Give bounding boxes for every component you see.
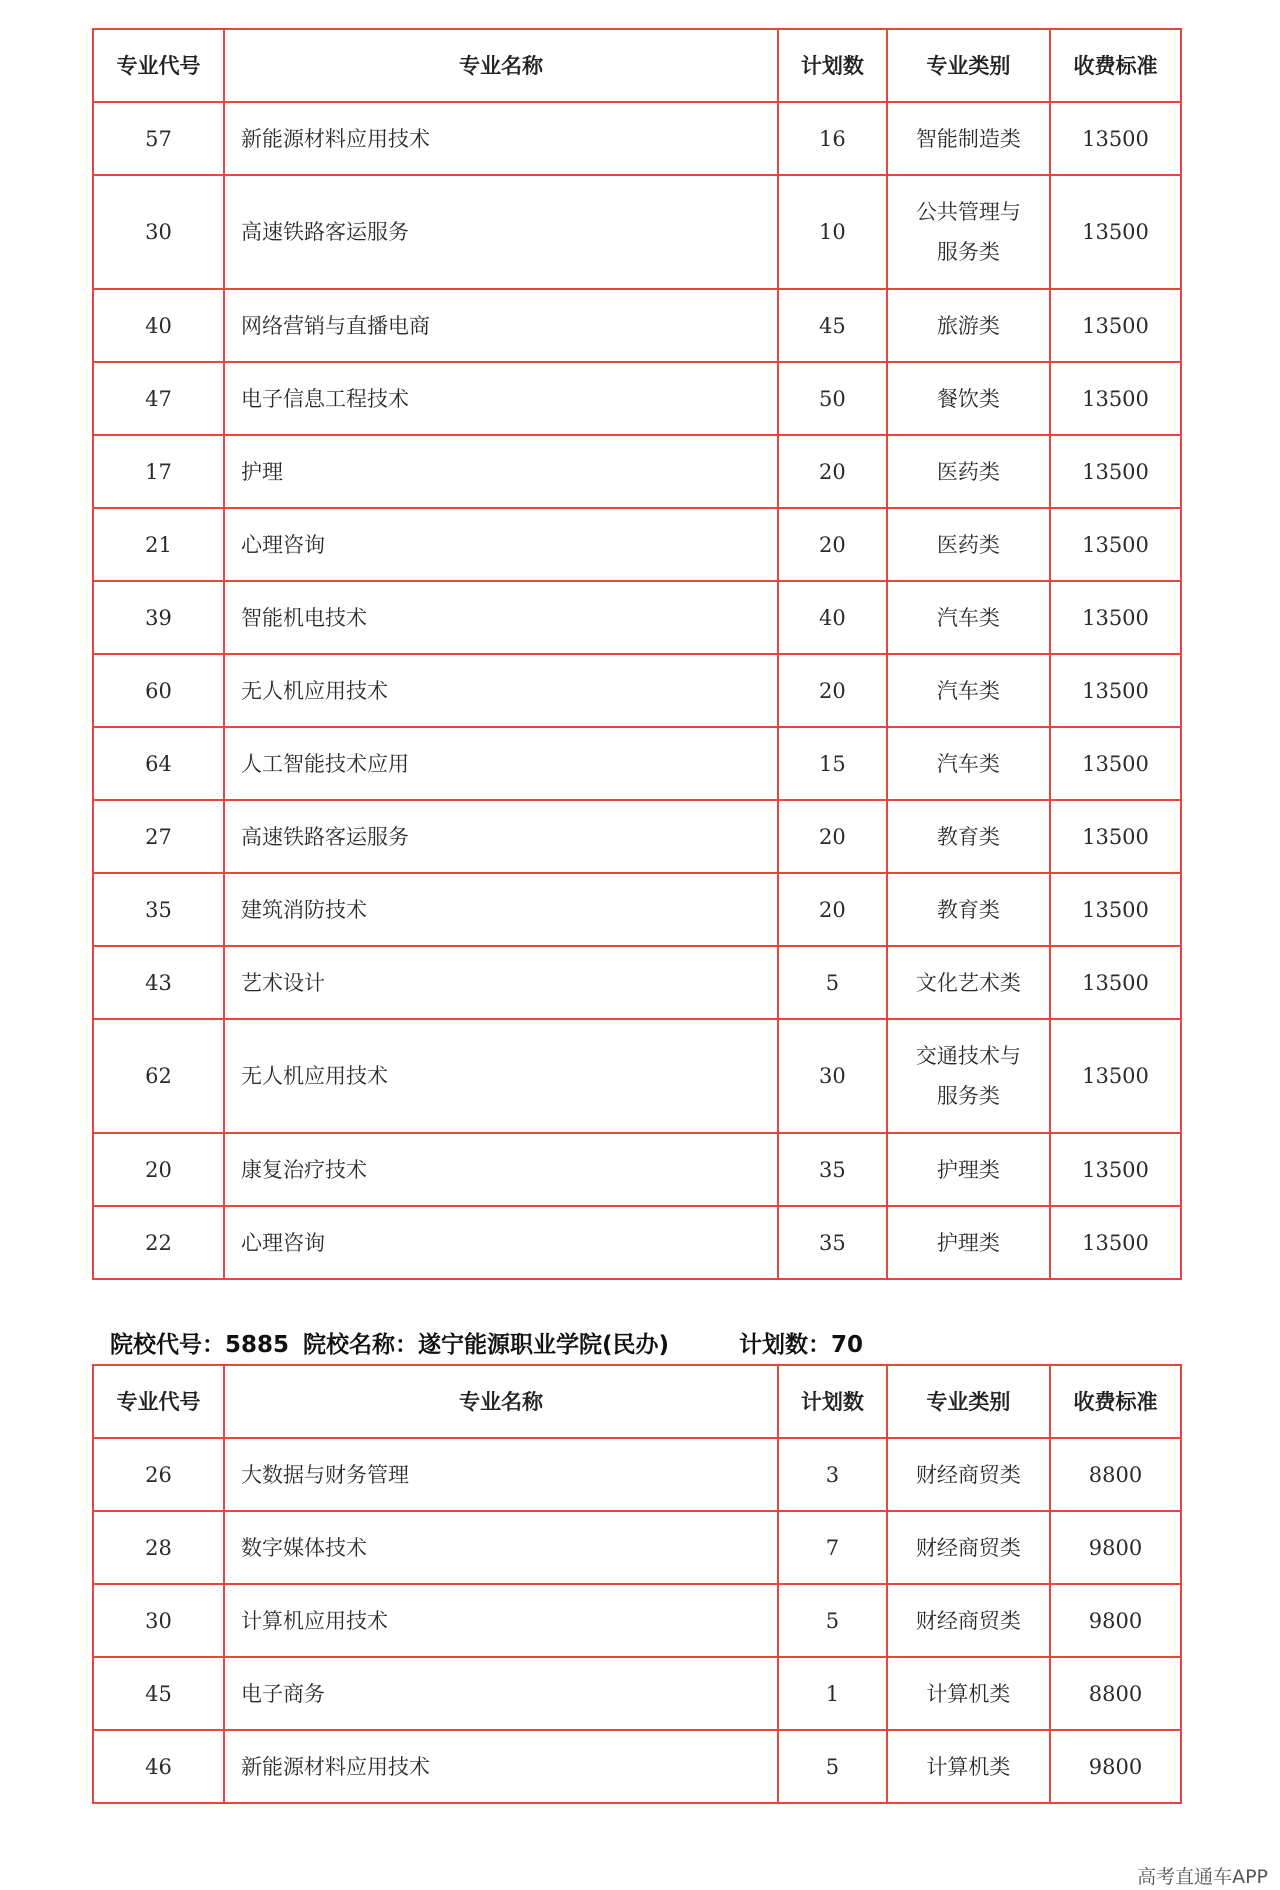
cell-category: 教育类 [887, 873, 1050, 946]
cell-name: 心理咨询 [224, 1206, 778, 1279]
table-row [93, 289, 1181, 362]
cell-name: 高速铁路客运服务 [224, 175, 778, 289]
cell-name: 人工智能技术应用 [224, 727, 778, 800]
cell-name: 大数据与财务管理 [224, 1438, 778, 1511]
school-name: 院校名称：遂宁能源职业学院(民办) [303, 1332, 670, 1358]
cell-code: 28 [93, 1511, 224, 1584]
cell-name: 新能源材料应用技术 [224, 1730, 778, 1803]
cell-name: 心理咨询 [224, 508, 778, 581]
table-row [93, 654, 1181, 727]
cell-code: 27 [93, 800, 224, 873]
cell-category: 教育类 [887, 800, 1050, 873]
cell-category: 计算机类 [887, 1657, 1050, 1730]
cell-fee: 13500 [1050, 435, 1181, 508]
cell-plan: 20 [778, 873, 887, 946]
cell-plan: 50 [778, 362, 887, 435]
cell-fee: 13500 [1050, 800, 1181, 873]
cell-code: 21 [93, 508, 224, 581]
cell-code: 60 [93, 654, 224, 727]
table-header-row [93, 29, 1181, 102]
table-row [93, 800, 1181, 873]
cell-plan: 45 [778, 289, 887, 362]
cell-fee: 13500 [1050, 175, 1181, 289]
cell-category: 交通技术与服务类 [887, 1019, 1050, 1133]
header-category: 专业类别 [887, 1365, 1050, 1438]
header-code: 专业代号 [93, 29, 224, 102]
cell-plan: 35 [778, 1206, 887, 1279]
cell-name: 无人机应用技术 [224, 1019, 778, 1133]
cell-code: 30 [93, 175, 224, 289]
cell-plan: 20 [778, 654, 887, 727]
cell-code: 35 [93, 873, 224, 946]
cell-code: 17 [93, 435, 224, 508]
cell-plan: 15 [778, 727, 887, 800]
cell-category: 护理类 [887, 1206, 1050, 1279]
cell-fee: 13500 [1050, 102, 1181, 175]
cell-fee: 9800 [1050, 1730, 1181, 1803]
cell-name: 建筑消防技术 [224, 873, 778, 946]
cell-code: 20 [93, 1133, 224, 1206]
cell-category: 餐饮类 [887, 362, 1050, 435]
cell-plan: 20 [778, 435, 887, 508]
table-row [93, 1438, 1181, 1511]
cell-plan: 16 [778, 102, 887, 175]
cell-category: 财经商贸类 [887, 1438, 1050, 1511]
cell-plan: 3 [778, 1438, 887, 1511]
cell-plan: 5 [778, 946, 887, 1019]
table-row [93, 1206, 1181, 1279]
cell-code: 26 [93, 1438, 224, 1511]
cell-code: 39 [93, 581, 224, 654]
cell-fee: 9800 [1050, 1584, 1181, 1657]
cell-code: 62 [93, 1019, 224, 1133]
cell-plan: 1 [778, 1657, 887, 1730]
cell-name: 智能机电技术 [224, 581, 778, 654]
cell-category: 汽车类 [887, 727, 1050, 800]
table-row [93, 102, 1181, 175]
cell-plan: 10 [778, 175, 887, 289]
cell-category: 财经商贸类 [887, 1511, 1050, 1584]
cell-plan: 35 [778, 1133, 887, 1206]
cell-plan: 30 [778, 1019, 887, 1133]
cell-category: 医药类 [887, 508, 1050, 581]
cell-code: 47 [93, 362, 224, 435]
cell-fee: 13500 [1050, 581, 1181, 654]
cell-code: 22 [93, 1206, 224, 1279]
header-plan: 计划数 [778, 29, 887, 102]
school-plan-count: 计划数：70 [739, 1332, 864, 1358]
cell-name: 计算机应用技术 [224, 1584, 778, 1657]
cell-fee: 13500 [1050, 654, 1181, 727]
cell-fee: 13500 [1050, 1133, 1181, 1206]
table-row [93, 581, 1181, 654]
header-fee: 收费标准 [1050, 29, 1181, 102]
major-plan-table-2 [92, 1364, 1182, 1804]
cell-fee: 13500 [1050, 1206, 1181, 1279]
cell-category: 护理类 [887, 1133, 1050, 1206]
cell-fee: 8800 [1050, 1438, 1181, 1511]
cell-code: 45 [93, 1657, 224, 1730]
header-name: 专业名称 [224, 29, 778, 102]
cell-plan: 20 [778, 508, 887, 581]
cell-code: 30 [93, 1584, 224, 1657]
school-info-line [110, 1326, 863, 1359]
cell-code: 43 [93, 946, 224, 1019]
cell-category: 财经商贸类 [887, 1584, 1050, 1657]
cell-plan: 5 [778, 1584, 887, 1657]
cell-name: 护理 [224, 435, 778, 508]
cell-name: 电子信息工程技术 [224, 362, 778, 435]
header-category: 专业类别 [887, 29, 1050, 102]
cell-category: 公共管理与服务类 [887, 175, 1050, 289]
header-fee: 收费标准 [1050, 1365, 1181, 1438]
cell-fee: 13500 [1050, 1019, 1181, 1133]
cell-plan: 40 [778, 581, 887, 654]
cell-fee: 13500 [1050, 727, 1181, 800]
watermark-text: 高考直通车APP [1137, 1866, 1268, 1888]
cell-code: 46 [93, 1730, 224, 1803]
table-row [93, 508, 1181, 581]
cell-fee: 13500 [1050, 946, 1181, 1019]
cell-code: 40 [93, 289, 224, 362]
table-row [93, 1730, 1181, 1803]
cell-category: 医药类 [887, 435, 1050, 508]
cell-fee: 13500 [1050, 289, 1181, 362]
table-row [93, 1657, 1181, 1730]
header-plan: 计划数 [778, 1365, 887, 1438]
cell-plan: 7 [778, 1511, 887, 1584]
cell-plan: 5 [778, 1730, 887, 1803]
table-row [93, 946, 1181, 1019]
table-row [93, 873, 1181, 946]
cell-fee: 13500 [1050, 362, 1181, 435]
table-row [93, 1133, 1181, 1206]
table-header-row [93, 1365, 1181, 1438]
cell-name: 新能源材料应用技术 [224, 102, 778, 175]
cell-fee: 8800 [1050, 1657, 1181, 1730]
cell-plan: 20 [778, 800, 887, 873]
table-row [93, 1584, 1181, 1657]
cell-category: 智能制造类 [887, 102, 1050, 175]
table-row [93, 1019, 1181, 1133]
table-row [93, 727, 1181, 800]
cell-category: 文化艺术类 [887, 946, 1050, 1019]
header-name: 专业名称 [224, 1365, 778, 1438]
cell-name: 无人机应用技术 [224, 654, 778, 727]
major-plan-table-1 [92, 28, 1182, 1280]
header-code: 专业代号 [93, 1365, 224, 1438]
cell-name: 康复治疗技术 [224, 1133, 778, 1206]
school-code: 院校代号：5885 [110, 1332, 290, 1358]
cell-code: 57 [93, 102, 224, 175]
cell-fee: 13500 [1050, 508, 1181, 581]
cell-name: 电子商务 [224, 1657, 778, 1730]
table-row [93, 1511, 1181, 1584]
cell-category: 旅游类 [887, 289, 1050, 362]
table-row [93, 362, 1181, 435]
cell-name: 艺术设计 [224, 946, 778, 1019]
cell-code: 64 [93, 727, 224, 800]
cell-category: 汽车类 [887, 654, 1050, 727]
cell-category: 汽车类 [887, 581, 1050, 654]
cell-name: 高速铁路客运服务 [224, 800, 778, 873]
table-row [93, 175, 1181, 289]
cell-fee: 13500 [1050, 873, 1181, 946]
cell-name: 网络营销与直播电商 [224, 289, 778, 362]
table-row [93, 435, 1181, 508]
cell-fee: 9800 [1050, 1511, 1181, 1584]
cell-category: 计算机类 [887, 1730, 1050, 1803]
cell-name: 数字媒体技术 [224, 1511, 778, 1584]
